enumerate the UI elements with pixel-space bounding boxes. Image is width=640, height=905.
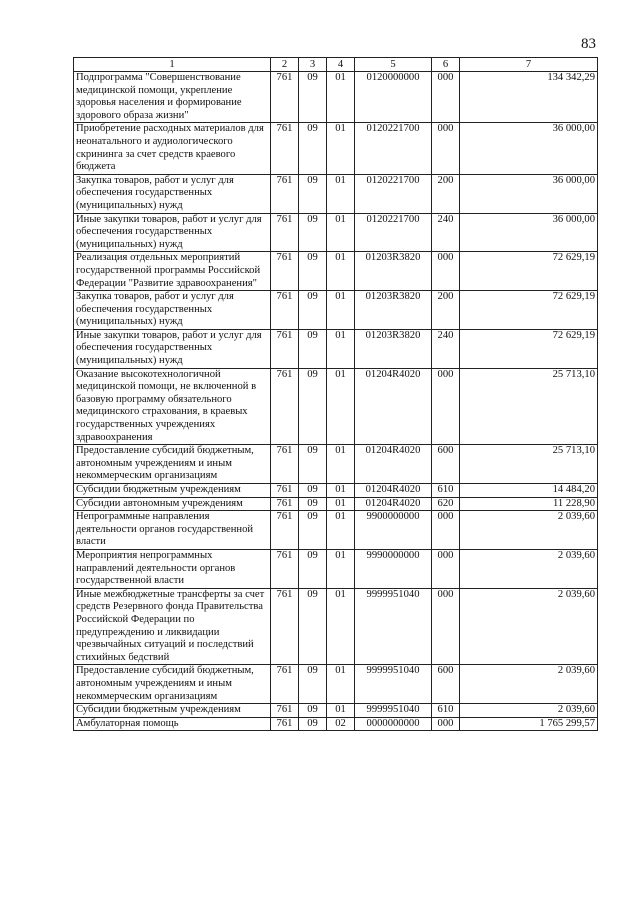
row-name: Субсидии бюджетным учреждениям [74, 704, 271, 718]
budget-table [73, 57, 598, 731]
row-ministry-code: 761 [271, 291, 299, 330]
row-section-code: 09 [299, 549, 327, 588]
row-subsection-code: 02 [327, 717, 355, 731]
page-number: 83 [581, 36, 596, 52]
row-subsection-code: 01 [327, 445, 355, 484]
row-expense-type: 620 [432, 497, 460, 511]
row-section-code: 09 [299, 497, 327, 511]
row-amount: 36 000,00 [460, 213, 598, 252]
table-row [74, 497, 598, 511]
row-subsection-code: 01 [327, 291, 355, 330]
header-cell-7: 7 [460, 58, 598, 72]
row-ministry-code: 761 [271, 368, 299, 445]
row-target-code: 9999951040 [355, 704, 432, 718]
table-row [74, 368, 598, 445]
row-subsection-code: 01 [327, 174, 355, 213]
row-name: Иные закупки товаров, работ и услуг для обеспечения государственных (муниципальных) нужд [74, 329, 271, 368]
row-ministry-code: 761 [271, 665, 299, 704]
row-target-code: 9999951040 [355, 588, 432, 665]
row-target-code: 01204R4020 [355, 484, 432, 498]
table-row [74, 252, 598, 291]
row-expense-type: 240 [432, 329, 460, 368]
header-cell-5: 5 [355, 58, 432, 72]
row-amount: 72 629,19 [460, 252, 598, 291]
row-subsection-code: 01 [327, 484, 355, 498]
row-expense-type: 240 [432, 213, 460, 252]
row-section-code: 09 [299, 484, 327, 498]
row-amount: 2 039,60 [460, 704, 598, 718]
row-target-code: 0120000000 [355, 72, 432, 123]
row-amount: 1 765 299,57 [460, 717, 598, 731]
row-target-code: 01204R4020 [355, 445, 432, 484]
row-subsection-code: 01 [327, 72, 355, 123]
row-amount: 25 713,10 [460, 445, 598, 484]
row-target-code: 01204R4020 [355, 497, 432, 511]
row-name: Субсидии бюджетным учреждениям [74, 484, 271, 498]
row-amount: 2 039,60 [460, 511, 598, 550]
row-expense-type: 000 [432, 511, 460, 550]
row-subsection-code: 01 [327, 665, 355, 704]
row-subsection-code: 01 [327, 549, 355, 588]
row-name: Мероприятия непрограммных направлений деятельности органов государственной власти [74, 549, 271, 588]
row-subsection-code: 01 [327, 704, 355, 718]
row-ministry-code: 761 [271, 72, 299, 123]
row-name: Непрограммные направления деятельности органов государственной власти [74, 511, 271, 550]
row-amount: 14 484,20 [460, 484, 598, 498]
row-section-code: 09 [299, 291, 327, 330]
row-ministry-code: 761 [271, 445, 299, 484]
row-subsection-code: 01 [327, 368, 355, 445]
row-name: Иные закупки товаров, работ и услуг для обеспечения государственных (муниципальных) нужд [74, 213, 271, 252]
row-section-code: 09 [299, 252, 327, 291]
row-target-code: 01203R3820 [355, 291, 432, 330]
table-row [74, 704, 598, 718]
row-section-code: 09 [299, 704, 327, 718]
row-expense-type: 000 [432, 588, 460, 665]
row-subsection-code: 01 [327, 497, 355, 511]
table-row [74, 174, 598, 213]
row-section-code: 09 [299, 174, 327, 213]
row-ministry-code: 761 [271, 511, 299, 550]
row-section-code: 09 [299, 717, 327, 731]
row-amount: 36 000,00 [460, 174, 598, 213]
row-expense-type: 000 [432, 72, 460, 123]
row-expense-type: 200 [432, 291, 460, 330]
row-subsection-code: 01 [327, 252, 355, 291]
row-ministry-code: 761 [271, 329, 299, 368]
table-row [74, 445, 598, 484]
row-target-code: 0120221700 [355, 174, 432, 213]
row-subsection-code: 01 [327, 123, 355, 174]
table-row [74, 329, 598, 368]
header-cell-3: 3 [299, 58, 327, 72]
row-section-code: 09 [299, 329, 327, 368]
row-target-code: 9990000000 [355, 549, 432, 588]
table-row [74, 511, 598, 550]
row-name: Предоставление субсидий бюджетным, автономным учреждениям и иным некоммерческим организациям [74, 665, 271, 704]
row-expense-type: 000 [432, 252, 460, 291]
table-row [74, 213, 598, 252]
row-subsection-code: 01 [327, 329, 355, 368]
row-name: Подпрограмма "Совершенствование медицинской помощи, укрепление здоровья населения и формирование здорового образа жизни" [74, 72, 271, 123]
row-expense-type: 600 [432, 445, 460, 484]
row-name: Приобретение расходных материалов для неонатального и аудиологического скрининга за счет средств краевого бюджета [74, 123, 271, 174]
row-amount: 36 000,00 [460, 123, 598, 174]
row-target-code: 9900000000 [355, 511, 432, 550]
table-row [74, 72, 598, 123]
row-target-code: 01203R3820 [355, 252, 432, 291]
row-ministry-code: 761 [271, 484, 299, 498]
header-cell-6: 6 [432, 58, 460, 72]
row-name: Субсидии автономным учреждениям [74, 497, 271, 511]
row-expense-type: 000 [432, 368, 460, 445]
row-amount: 72 629,19 [460, 291, 598, 330]
row-target-code: 0120221700 [355, 213, 432, 252]
header-cell-1: 1 [74, 58, 271, 72]
row-target-code: 9999951040 [355, 665, 432, 704]
row-section-code: 09 [299, 72, 327, 123]
table-row [74, 717, 598, 731]
row-section-code: 09 [299, 445, 327, 484]
row-name: Закупка товаров, работ и услуг для обеспечения государственных (муниципальных) нужд [74, 291, 271, 330]
table-row [74, 123, 598, 174]
table-row [74, 291, 598, 330]
row-amount: 2 039,60 [460, 549, 598, 588]
row-section-code: 09 [299, 665, 327, 704]
row-ministry-code: 761 [271, 497, 299, 511]
row-amount: 11 228,90 [460, 497, 598, 511]
row-expense-type: 200 [432, 174, 460, 213]
row-name: Реализация отдельных мероприятий государственной программы Российской Федерации "Развитие здравоохранения" [74, 252, 271, 291]
row-ministry-code: 761 [271, 123, 299, 174]
row-amount: 2 039,60 [460, 665, 598, 704]
row-target-code: 01204R4020 [355, 368, 432, 445]
row-name: Закупка товаров, работ и услуг для обеспечения государственных (муниципальных) нужд [74, 174, 271, 213]
table-row [74, 665, 598, 704]
row-amount: 72 629,19 [460, 329, 598, 368]
row-section-code: 09 [299, 588, 327, 665]
table-row [74, 549, 598, 588]
row-expense-type: 610 [432, 704, 460, 718]
header-cell-4: 4 [327, 58, 355, 72]
row-name: Амбулаторная помощь [74, 717, 271, 731]
row-ministry-code: 761 [271, 717, 299, 731]
row-name: Оказание высокотехнологичной медицинской помощи, не включенной в базовую программу обязательного медицинского страхования, в краевых государственных учреждениях здравоохранения [74, 368, 271, 445]
row-target-code: 0000000000 [355, 717, 432, 731]
row-ministry-code: 761 [271, 588, 299, 665]
row-section-code: 09 [299, 213, 327, 252]
row-subsection-code: 01 [327, 588, 355, 665]
row-expense-type: 610 [432, 484, 460, 498]
row-expense-type: 000 [432, 549, 460, 588]
row-section-code: 09 [299, 123, 327, 174]
table-row [74, 484, 598, 498]
row-name: Иные межбюджетные трансферты за счет средств Резервного фонда Правительства Российской Федерации по предупреждению и ликвидации чрезвычайных ситуаций и последствий стихийных бедствий [74, 588, 271, 665]
row-amount: 134 342,29 [460, 72, 598, 123]
row-ministry-code: 761 [271, 174, 299, 213]
header-cell-2: 2 [271, 58, 299, 72]
row-section-code: 09 [299, 511, 327, 550]
row-subsection-code: 01 [327, 511, 355, 550]
row-ministry-code: 761 [271, 704, 299, 718]
table-header-row [74, 58, 598, 72]
row-target-code: 0120221700 [355, 123, 432, 174]
row-ministry-code: 761 [271, 252, 299, 291]
row-amount: 2 039,60 [460, 588, 598, 665]
row-ministry-code: 761 [271, 549, 299, 588]
row-subsection-code: 01 [327, 213, 355, 252]
row-ministry-code: 761 [271, 213, 299, 252]
row-expense-type: 000 [432, 717, 460, 731]
row-expense-type: 600 [432, 665, 460, 704]
row-name: Предоставление субсидий бюджетным, автономным учреждениям и иным некоммерческим организациям [74, 445, 271, 484]
row-target-code: 01203R3820 [355, 329, 432, 368]
row-amount: 25 713,10 [460, 368, 598, 445]
row-expense-type: 000 [432, 123, 460, 174]
table-row [74, 588, 598, 665]
row-section-code: 09 [299, 368, 327, 445]
